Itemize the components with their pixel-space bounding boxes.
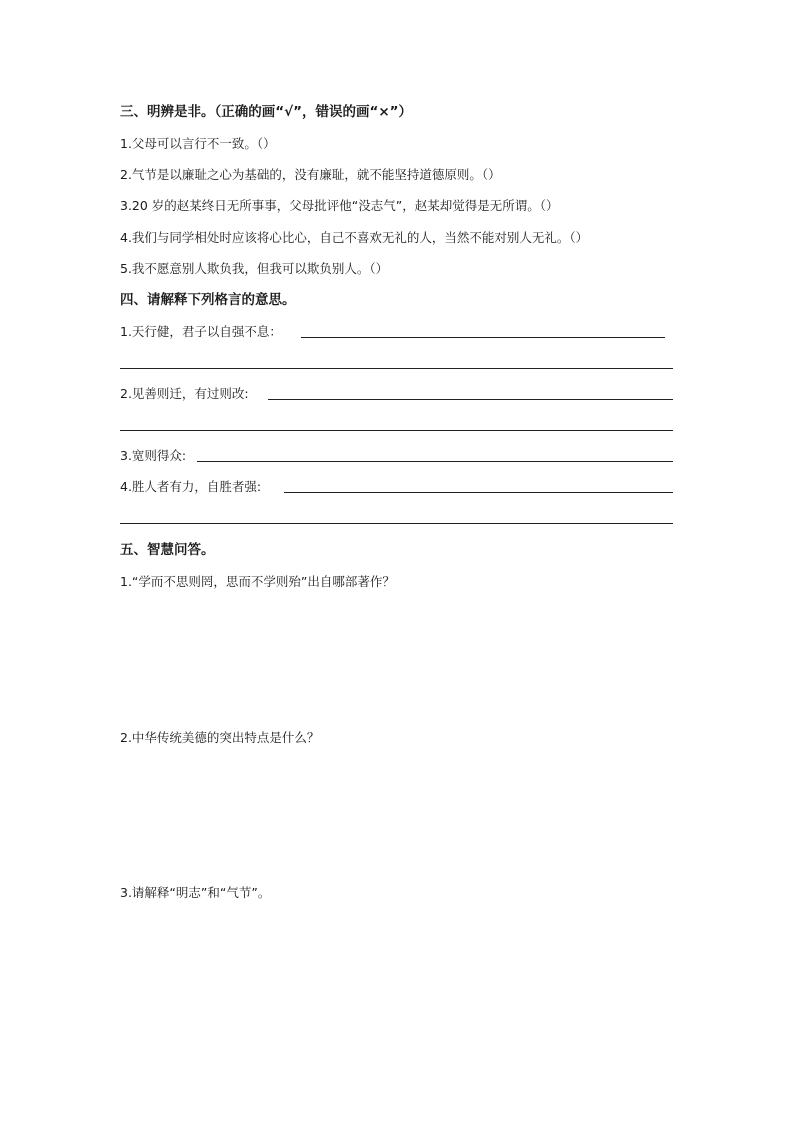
section3-heading: 三、明辨是非。（正确的画“√”，错误的画“×”）	[120, 104, 413, 120]
answer-line[interactable]	[301, 337, 665, 338]
section5-question-3: 3.请解释“明志”和“气节”。	[120, 885, 271, 900]
section3-item-2: 2.气节是以廉耻之心为基础的，没有廉耻，就不能坚持道德原则。（）	[120, 167, 501, 182]
section3-item-5: 5.我不愿意别人欺负我，但我可以欺负别人。（）	[120, 261, 389, 276]
section5-heading: 五、智慧问答。	[120, 542, 215, 558]
answer-line[interactable]	[268, 399, 673, 400]
section5-question-2: 2.中华传统美德的突出特点是什么？	[120, 730, 320, 745]
answer-line[interactable]	[120, 430, 673, 431]
section3-item-4: 4.我们与同学相处时应该将心比心，自己不喜欢无礼的人，当然不能对别人无礼。（）	[120, 230, 589, 245]
section5-question-1: 1.“学而不思则罔，思而不学则殆”出自哪部著作？	[120, 574, 395, 589]
section3-item-1: 1.父母可以言行不一致。（）	[120, 136, 276, 151]
answer-line[interactable]	[120, 368, 673, 369]
section4-heading: 四、请解释下列格言的意思。	[120, 292, 296, 308]
answer-line[interactable]	[284, 492, 673, 493]
section4-item-4: 4.胜人者有力，自胜者强:	[120, 479, 262, 494]
answer-line[interactable]	[120, 523, 673, 524]
section4-item-2: 2.见善则迁，有过则改:	[120, 386, 249, 401]
answer-line[interactable]	[197, 461, 673, 462]
section4-item-3: 3.宽则得众:	[120, 448, 187, 463]
section3-item-3: 3.20 岁的赵某终日无所事事，父母批评他“没志气”，赵某却觉得是无所谓。（）	[120, 198, 559, 213]
section4-item-1: 1.天行健，君子以自强不息：	[120, 324, 282, 339]
